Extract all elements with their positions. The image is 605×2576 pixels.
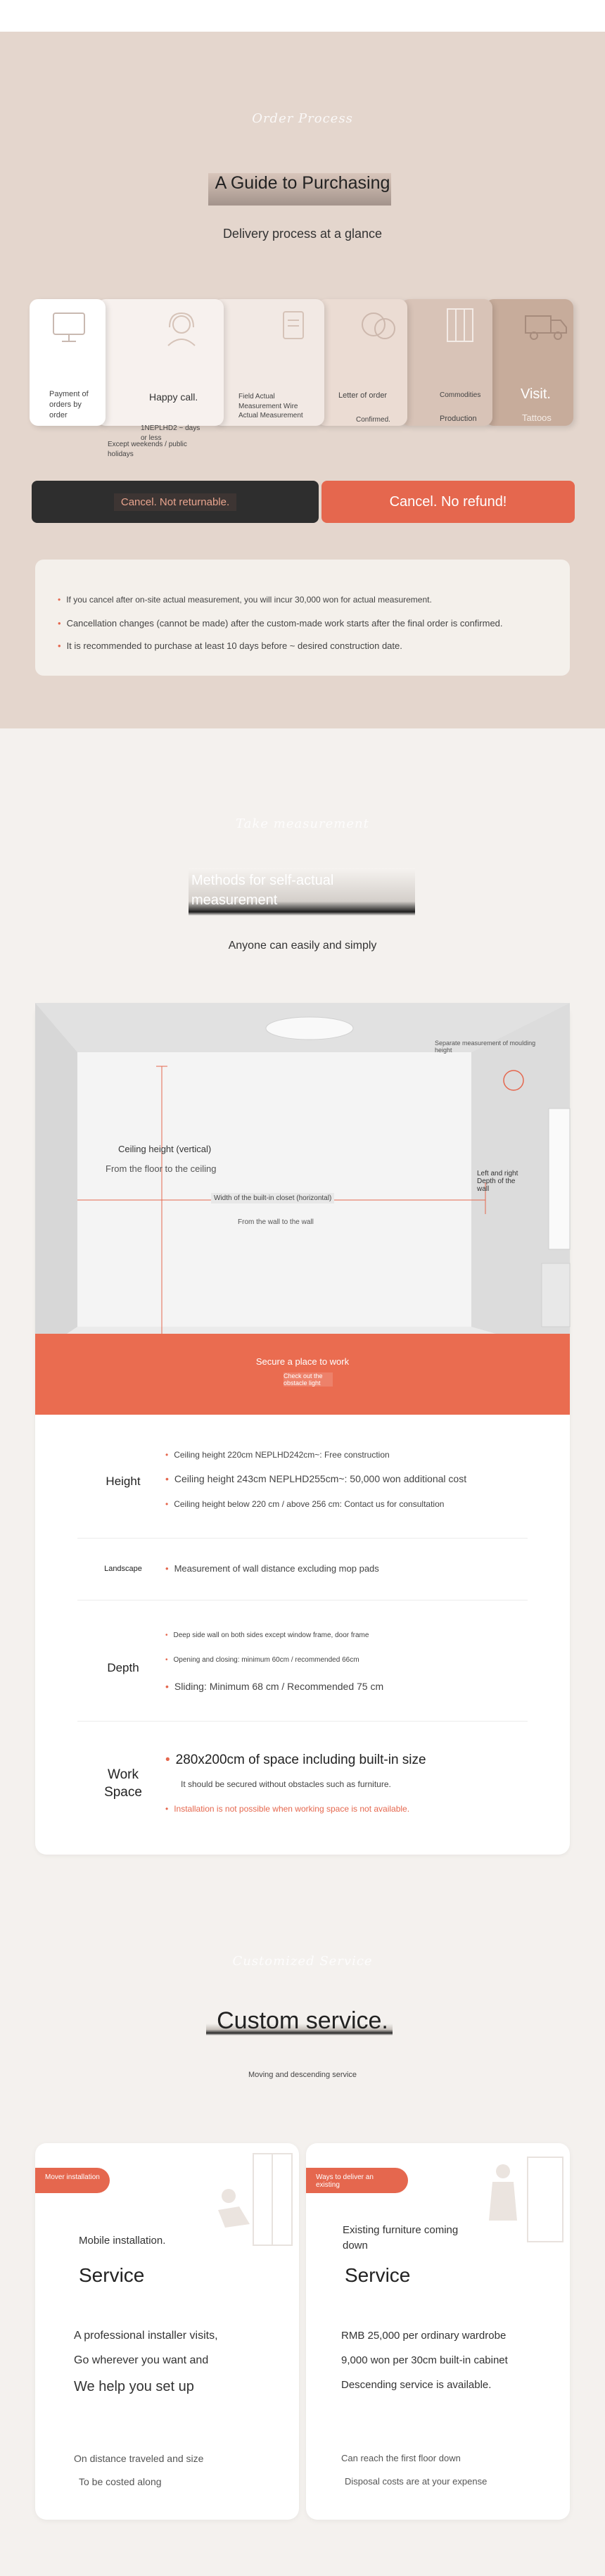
spec-line: It should be secured without obstacles such as furniture. [181, 1779, 391, 1789]
step-card-measurement [213, 299, 324, 426]
service-card-descend [306, 2143, 570, 2520]
service-script-title: Customized Service [232, 1954, 373, 1969]
measure-title-line2: measurement [191, 892, 278, 908]
service-line: down [343, 2240, 368, 2252]
step-label: Commodities [440, 391, 481, 399]
ceiling-height-sub: From the floor to the ceiling [106, 1163, 217, 1174]
service-desc: Descending service is available. [341, 2379, 492, 2391]
service-desc: 9,000 won per 30cm built-in cabinet [341, 2354, 508, 2366]
service-desc: Go wherever you want and [74, 2354, 209, 2366]
step-note: Production [440, 415, 477, 423]
cancel-no-refund-badge [321, 481, 575, 523]
step-label: Visit. [521, 386, 551, 402]
step-label: Letter of order [338, 391, 388, 400]
service-tag: Ways to deliver an existing [306, 2168, 408, 2193]
wardrobe-icon [443, 306, 477, 346]
step-note: Except weekends / public holidays [108, 441, 187, 458]
headset-icon [164, 309, 199, 347]
cancel-dark-label: Cancel. Not returnable. [114, 493, 236, 511]
spec-line: • Deep side wall on both sides except window frame, door frame [165, 1631, 369, 1639]
service-big: Service [345, 2264, 411, 2286]
spec-divider [77, 1721, 528, 1722]
step-card-visit [485, 299, 573, 426]
document-icon [278, 308, 309, 346]
spec-line: • Measurement of wall distance excluding mop pads [165, 1563, 379, 1574]
service-foot: Disposal costs are at your expense [345, 2476, 488, 2487]
step-note: 1NEPLHD2 ~ days or less [141, 424, 200, 442]
service-desc: We help you set up [74, 2379, 194, 2394]
secure-label: Secure a place to work [255, 1356, 350, 1367]
cancellation-notice-box [35, 560, 570, 676]
step-note: Tattoos [522, 412, 552, 423]
notice-item: • If you cancel after on-site actual measurement, you will incur 30,000 won for actual measurement. [58, 595, 432, 605]
order-title: A Guide to Purchasing [215, 173, 390, 193]
room-illustration [35, 1003, 570, 1415]
measure-subtitle: Anyone can easily and simply [228, 940, 377, 952]
ceiling-height-label: Ceiling height (vertical) [118, 1144, 212, 1154]
service-line: Existing furniture coming [343, 2224, 459, 2236]
service-foot: Can reach the first floor down [341, 2453, 461, 2463]
installer-illustration [197, 2147, 299, 2256]
service-desc: RMB 25,000 per ordinary wardrobe [341, 2330, 507, 2342]
spec-line: • Ceiling height below 220 cm / above 256 cm: Contact us for consultation [165, 1499, 445, 1509]
chat-icon [358, 309, 399, 344]
service-big: Service [79, 2264, 145, 2286]
service-foot: To be costed along [79, 2476, 162, 2487]
step-card-happy-call [97, 299, 224, 458]
truck-icon [524, 310, 568, 341]
service-subtitle: Moving and descending service [248, 2071, 357, 2079]
mover-illustration [468, 2150, 570, 2256]
service-card-mover [35, 2143, 299, 2520]
step-label: Happy call. [149, 391, 198, 403]
order-script-title: Order Process [252, 111, 353, 126]
step-card-production [401, 299, 492, 426]
cancel-not-returnable-badge [32, 481, 319, 523]
monitor-icon [49, 306, 90, 347]
depth-label: Left and right Depth of the wall [477, 1170, 518, 1193]
molding-note: Separate measurement of moulding height [435, 1040, 536, 1054]
spec-line: • Sliding: Minimum 68 cm / Recommended 75 cm [165, 1681, 384, 1692]
service-title: Custom service. [217, 2007, 388, 2034]
service-foot: On distance traveled and size [74, 2453, 204, 2464]
spec-title-height: Height [106, 1475, 141, 1488]
spec-title-work-space: Work Space [104, 1767, 142, 1800]
service-desc: A professional installer visits, [74, 2330, 218, 2342]
spec-title-depth: Depth [107, 1661, 139, 1674]
spec-line: • Ceiling height 243cm NEPLHD255cm~: 50,000 won additional cost [165, 1473, 467, 1484]
secure-sub: Check out the obstacle light [284, 1372, 333, 1387]
order-subtitle: Delivery process at a glance [222, 227, 383, 241]
notice-item: • Cancellation changes (cannot be made) after the custom-made work starts after the final order is confirmed. [58, 618, 503, 629]
spec-line: • Installation is not possible when working space is not available. [165, 1804, 410, 1814]
service-tag: Mover installation [35, 2168, 110, 2193]
width-sub: From the wall to the wall [238, 1218, 314, 1226]
step-label: Field Actual Measurement Wire Actual Measurement [238, 393, 303, 419]
width-label: Width of the built-in closet (horizontal) [211, 1193, 334, 1204]
spec-line: • 280x200cm of space including built-in size [165, 1753, 426, 1767]
spec-line: • Opening and closing: minimum 60cm / recommended 66cm [165, 1656, 359, 1664]
step-card-order-letter [317, 299, 407, 426]
measure-title-line1: Methods for self-actual [191, 873, 334, 888]
cancel-accent-label: Cancel. No refund! [389, 493, 507, 510]
service-line: Mobile installation. [79, 2235, 166, 2247]
measurement-card [35, 1003, 570, 1855]
notice-item: • It is recommended to purchase at least 10 days before ~ desired construction date. [58, 640, 402, 651]
step-label: Payment of orders by order [49, 390, 89, 419]
step-note: Confirmed. [356, 416, 390, 424]
spec-title-landscape: Landscape [104, 1565, 142, 1573]
step-card-payment [30, 299, 106, 426]
measure-script-title: Take measurement [236, 816, 369, 831]
spec-divider [77, 1538, 528, 1539]
spec-line: • Ceiling height 220cm NEPLHD242cm~: Free construction [165, 1450, 390, 1460]
